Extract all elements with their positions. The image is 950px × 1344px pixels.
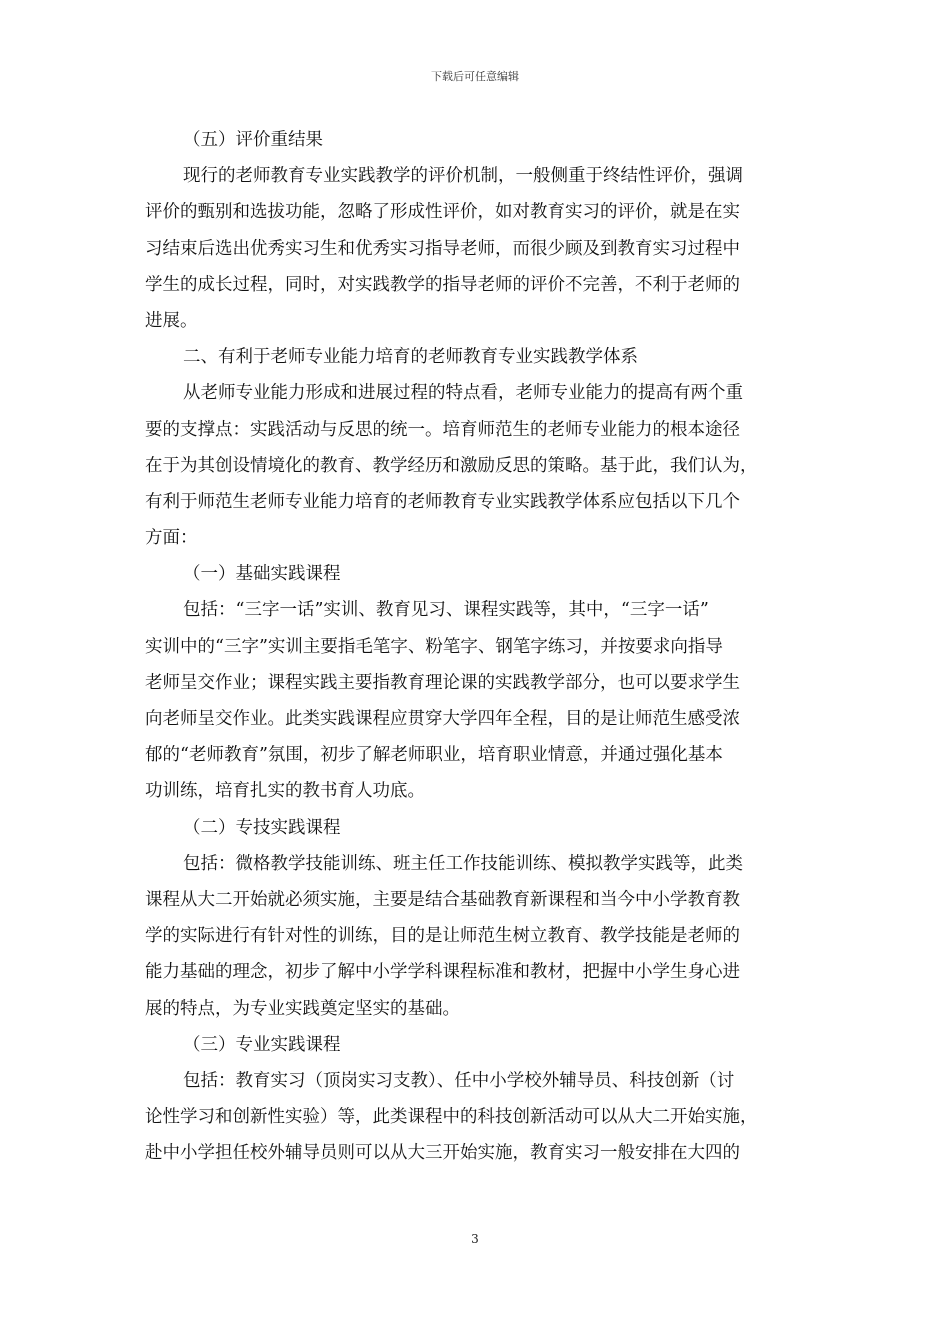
page-header: 下载后可任意编辑	[431, 70, 519, 83]
text-line: 学生的成长过程，同时，对实践教学的指导老师的评价不完善，不利于老师的	[145, 274, 740, 295]
text-line: 郁的“老师教育”氛围，初步了解老师职业，培育职业情意，并通过强化基本	[145, 745, 723, 766]
text-line: 赴中小学担任校外辅导员则可以从大三开始实施，教育实习一般安排在大四的	[145, 1143, 740, 1164]
text-line: 方面：	[145, 528, 198, 549]
text-line: 从老师专业能力形成和进展过程的特点看，老师专业能力的提高有两个重	[183, 383, 743, 404]
text-line: 有利于师范生老师专业能力培育的老师教育专业实践教学体系应包括以下几个	[145, 491, 740, 512]
text-line: 包括：微格教学技能训练、班主任工作技能训练、模拟教学实践等，此类	[183, 853, 743, 874]
document-body	[145, 122, 810, 1171]
text-line: （二）专技实践课程	[183, 817, 341, 838]
text-line: （一）基础实践课程	[183, 564, 341, 585]
page-number: 3	[471, 1232, 479, 1246]
text-line: （五）评价重结果	[183, 130, 323, 150]
text-line: 要的支撑点：实践活动与反思的统一。培育师范生的老师专业能力的根本途径	[145, 419, 740, 440]
text-line: 老师呈交作业；课程实践主要指教育理论课的实践教学部分，也可以要求学生	[145, 672, 740, 693]
text-line: 实训中的“三字”实训主要指毛笔字、粉笔字、钢笔字练习，并按要求向指导	[145, 636, 723, 657]
text-line: 习结束后选出优秀实习生和优秀实习指导老师，而很少顾及到教育实习过程中	[145, 238, 740, 259]
text-line: 功训练，培育扎实的教书育人功底。	[145, 781, 425, 802]
text-line: 现行的老师教育专业实践教学的评价机制，一般侧重于终结性评价，强调	[183, 166, 743, 187]
text-line: 能力基础的理念，初步了解中小学学科课程标准和教材，把握中小学生身心进	[145, 962, 740, 983]
text-line: 论性学习和创新性实验）等，此类课程中的科技创新活动可以从大二开始实施，	[145, 1107, 758, 1128]
text-line: 在于为其创设情境化的教育、教学经历和激励反思的策略。基于此，我们认为，	[145, 455, 758, 476]
text-line: 二、有利于老师专业能力培育的老师教育专业实践教学体系	[183, 347, 638, 368]
text-line: 向老师呈交作业。此类实践课程应贯穿大学四年全程，目的是让师范生感受浓	[145, 709, 740, 729]
text-line: 包括：“三字一话”实训、教育见习、课程实践等，其中，“三字一话”	[183, 600, 709, 621]
text-line: 学的实际进行有针对性的训练，目的是让师范生树立教育、教学技能是老师的	[145, 926, 740, 947]
text-line: 展的特点，为专业实践奠定坚实的基础。	[145, 998, 460, 1019]
text-line: 包括：教育实习（顶岗实习支教）、任中小学校外辅导员、科技创新（讨	[183, 1070, 735, 1091]
text-line: 评价的甄别和选拔功能，忽略了形成性评价，如对教育实习的评价，就是在实	[145, 202, 740, 223]
text-line: 课程从大二开始就必须实施，主要是结合基础教育新课程和当今中小学教育教	[145, 889, 740, 910]
text-line: （三）专业实践课程	[183, 1034, 341, 1055]
text-line: 进展。	[145, 310, 198, 331]
